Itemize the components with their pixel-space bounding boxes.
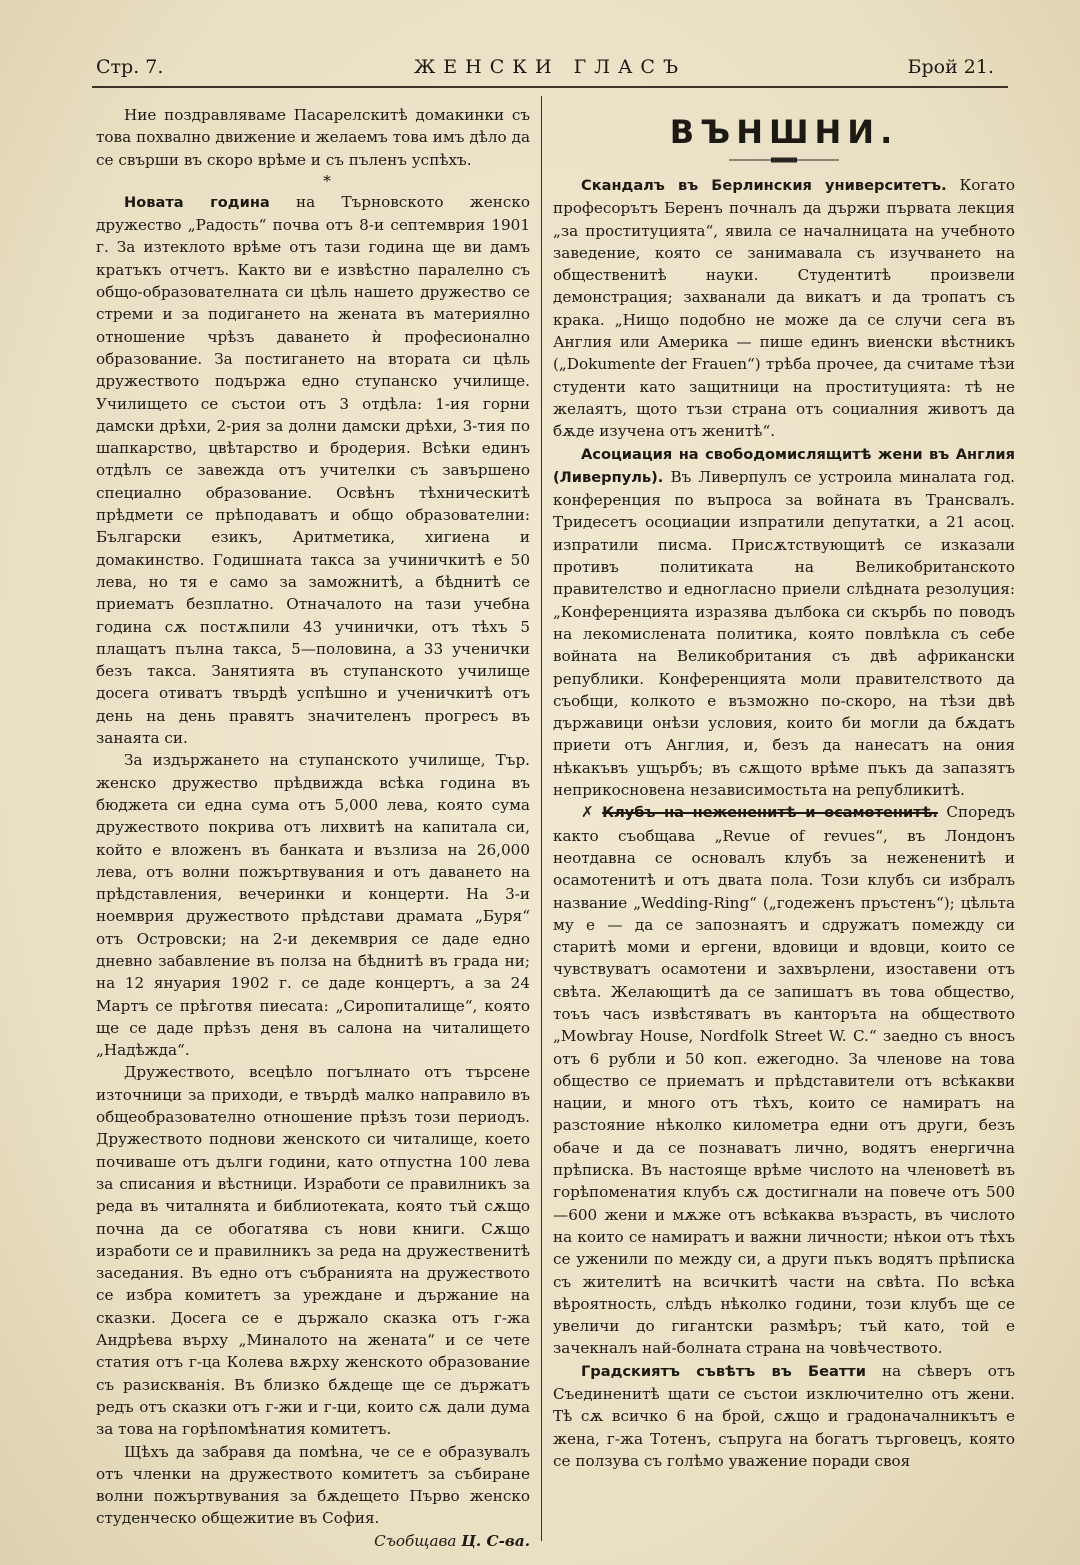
left-column — [96, 104, 530, 1552]
page-number: Стр. 7. — [96, 56, 164, 78]
intro-paragraph: Ние поздравляваме Пасарелскитѣ домакинки съ това похвално движение и желаемъ това имъ дѣло да се свърши въ скоро врѣме и съ пъленъ успѣхъ. — [96, 106, 530, 169]
school-budget-paragraph: За издържането на ступанското училище, Тър. женско дружество прѣдвижда всѣка година въ бюджета си една сума отъ 5,000 лева, която сума дружеството покрива отъ лихвитѣ на капитала си, който е вложенъ въ банката и възлиза на 26,000 лева, отъ волни пожъртвувания и отъ даването на прѣдставления, вечеринки и концерти. На 3-и ноемврия дружеството прѣдстави драмата „Буря“ отъ Островски; на 2-и декемврия се даде едно дневно забавление въ полза на бѣднитѣ въ града ни; на 12 януария 1902 г. се даде концертъ, а за 24 Мартъ се прѣготвя пиесата: „Сиропиталище“, която ще се даде прѣзъ деня въ салона на читалището „Надѣжда“. — [96, 751, 530, 1060]
column-divider — [541, 96, 542, 1541]
berlin-text: Когато професорътъ Беренъ почналъ да държи първата лекция „за проституцията“, явила се началницата на учебното заведение, която се занимавала съ изучването на общественитѣ науки. Студентитѣ произвели демонстрация; захванали да викатъ и да тропатъ съ крака. „Нищо подобно не може да се случи сега въ Англия или Америка — пише единъ виенски вѣстникъ („Dokumente der Frauen“) трѣба прочее, да считаме тѣзи студенти като защитници на проституцията: тѣ не желаятъ, щото тъзи страна отъ социалния животъ да бѫде изучена отъ женитѣ“. — [553, 176, 1015, 441]
radost-report-text: на Търновското женско дружество „Радость“ почва отъ 8-и септемврия 1901 г. За изтеклото врѣме отъ тази година ще ви дамъ кратъкъ отчетъ. Както ви е извѣстно паралелно съ общо-образователната си цѣль нашето дружество се стреми и за подиганетo на жената въ материялно отношение чрѣзъ даването ѝ професионално образование. За постигането на втората си цѣль дружеството подържа едно ступанско училище. Училището се състои отъ 3 отдѣла: 1-ия горни дамски дрѣхи, 2-рия за долни дамски дрѣхи, 3-тия по шапкарство, цвѣтарство и бродерия. Всѣки единъ отдѣлъ се завежда отъ учителки съ завършено специално образование. Освѣнъ тѣхническитѣ прѣдмети се прѣподаватъ и общо образователни: Български езикъ, Аритметика, хигиена и домакинство. Годишната такса за учиничкитѣ е 50 лева, но тя е само за заможнитѣ, а бѣднитѣ се приематъ безплатно. Отначалото на тази учебна година сѫ постѫпили 43 учинички, отъ тѣхъ 5 плащатъ пълна такса, 5—половина, а 33 ученички безъ такса. Занятията въ ступанското училище досега отиватъ твърдѣ успѣшно и ученичкитѣ отъ день на день правятъ значителенъ прогресъ въ занаята си. — [96, 192, 530, 748]
issue-number: Брой 21. — [907, 56, 994, 78]
handwritten-x-mark: ✗ — [581, 803, 594, 822]
liverpool-article — [553, 443, 1015, 802]
berlin-heading: Скандалъ въ Берлинския университетъ. — [581, 177, 947, 194]
beatty-article — [553, 1360, 1015, 1472]
section-title-foreign: ВЪНШНИ. — [669, 113, 899, 151]
beatty-heading: Градскиятъ съвѣтъ въ Беатти — [581, 1362, 866, 1380]
club-article — [553, 801, 1015, 1359]
dormitory-paragraph: Щѣхъ да забравя да помѣна, че се е образувалъ отъ членки на дружеството комитетъ за събиране волни пожъртвувания за бѫдещето Първо женско студенческо общежитие въ София. — [96, 1442, 530, 1528]
signature-prefix: Съобщава — [374, 1531, 457, 1550]
berlin-article — [553, 174, 1015, 443]
title-ornament-icon — [729, 156, 839, 164]
liverpool-heading: Асоциация на свободомислящитѣ жени въ Англия (Ливерпуль). — [553, 445, 1015, 486]
right-column — [553, 104, 1015, 1472]
signature-name: Ц. С-ва. — [461, 1531, 530, 1550]
society-activity-paragraph: Дружеството, всецѣло погълнато отъ търсене източници за приходи, е твърдѣ малко направило въ общеобразователно отношение прѣзъ този периодъ. Дружеството поднови женското си читалище, което почиваше отъ дълги години, като отпустна 100 лева за списания и вѣстници. Изработи се правилникъ за реда въ читалнята и библиотеката, която тъй сѫщо почна да се обогатява съ нови книги. Сѫщо изработи се и правилникъ за реда на дружественитѣ заседания. Въ едно отъ събранията на дружеството се избра комитетъ за уреждане и държание на сказки. Досега се е държало сказка отъ г-жа Андрѣева върху „Миналото на жената“ и се чете статия отъ г-ца Колева вѫрху женското образование съ разискванія. Въ близко бѫдеще ще се държатъ редъ отъ сказки отъ г-жи и г-ци, които сѫ дали дума за това на горѣпомѣнатия комитетъ. — [96, 1063, 530, 1439]
club-text: Споредъ както съобщава „Revue of revues“, въ Лондонъ неотдавна се основалъ клубъ за нежененитѣ и осамотенитѣ и отъ двата пола. Този клубъ си избралъ название „Wedding-Ring“ („годеженъ пръстенъ“); цѣльта му е — да се запознаятъ и сдружатъ помежду си старитѣ моми и ергени, вдовици и вдовци, които се чувствуватъ осамотени и захвърлени, изоставени отъ свѣта. Желающитѣ да се запишатъ въ това общество, тоъъ часъ извѣстяватъ въ канторъта на обществото „Mowbray House, Nordfolk Street W. C.“ заедно съ вносъ отъ 6 рубли и 50 коп. ежегодно. За членове на това общество се приематъ и прѣдставители отъ всѣкакви нации, и много отъ тѣхъ, които се намиратъ на разстояние нѣколко километра едни отъ други, безъ обаче и да се познаватъ лично, водятъ енергична прѣписка. Въ настояще врѣме числото на членоветѣ въ горѣпоменатия клубъ сѫ достигнали на повече отъ 500—600 жени и мѫже отъ всѣкаква възрасть, въ числото на които се намиратъ и важни личности; нѣкои отъ тѣхъ се уженили по между си, а други пъкъ водятъ прѣписка съ жителитѣ на всичкитѣ части на свѣта. По всѣка вѣроятность, слѣдъ нѣколко години, този клубъ ще се увеличи до гигантски размѣръ; тъй като, той е зачекналъ най-болната страна на човѣчеството. — [553, 803, 1015, 1358]
beatty-text: на сѣверъ отъ Съединенитѣ щати се състои изключително отъ жени. Тѣ сѫ всичко 6 на брой, сѫщо и градоначалникътъ е жена, г-жа Тотенъ, съпруга на богатъ търговецъ, която се ползува съ голѣмо уважение поради своя — [553, 1361, 1015, 1470]
newspaper-title: ЖЕНСКИ ГЛАСЪ — [413, 56, 687, 78]
signature — [96, 1530, 530, 1552]
radost-heading: Новата година — [124, 193, 270, 211]
radost-report-paragraph — [96, 191, 530, 749]
section-star: * — [323, 171, 331, 190]
page-header — [92, 52, 1008, 88]
club-heading: Клубъ на нежененитѣ и осамотенитѣ. — [602, 804, 938, 822]
liverpool-text: Въ Ливерпулъ се устроила миналата год. конференция по въпроса за войната въ Трансвалъ. Тридесетъ осоциации изпратили депутатки, а 21 асоц. изпратили писма. Присѫтствующитѣ се изказали противъ политиката на Великобританското правителство и едногласно приели слѣдната резолуция: „Конференцията изразява дълбока си скърбь по поводъ на лекомислената политика, която повлѣкла съ себе войната на Великобритания съ двѣ африкански републики. Конференцията моли правителството да съобщи, колкото е възможно по-скоро, на тѣзи двѣ държавици онѣзи условия, които би могли да бѫдатъ приети отъ Англия, и, безъ да нанесатъ на ония нѣкакъвъ ущърбъ; въ сѫщото врѣме пъкъ да запазятъ неприкосновена независимостьта на републикитѣ. — [553, 467, 1015, 800]
